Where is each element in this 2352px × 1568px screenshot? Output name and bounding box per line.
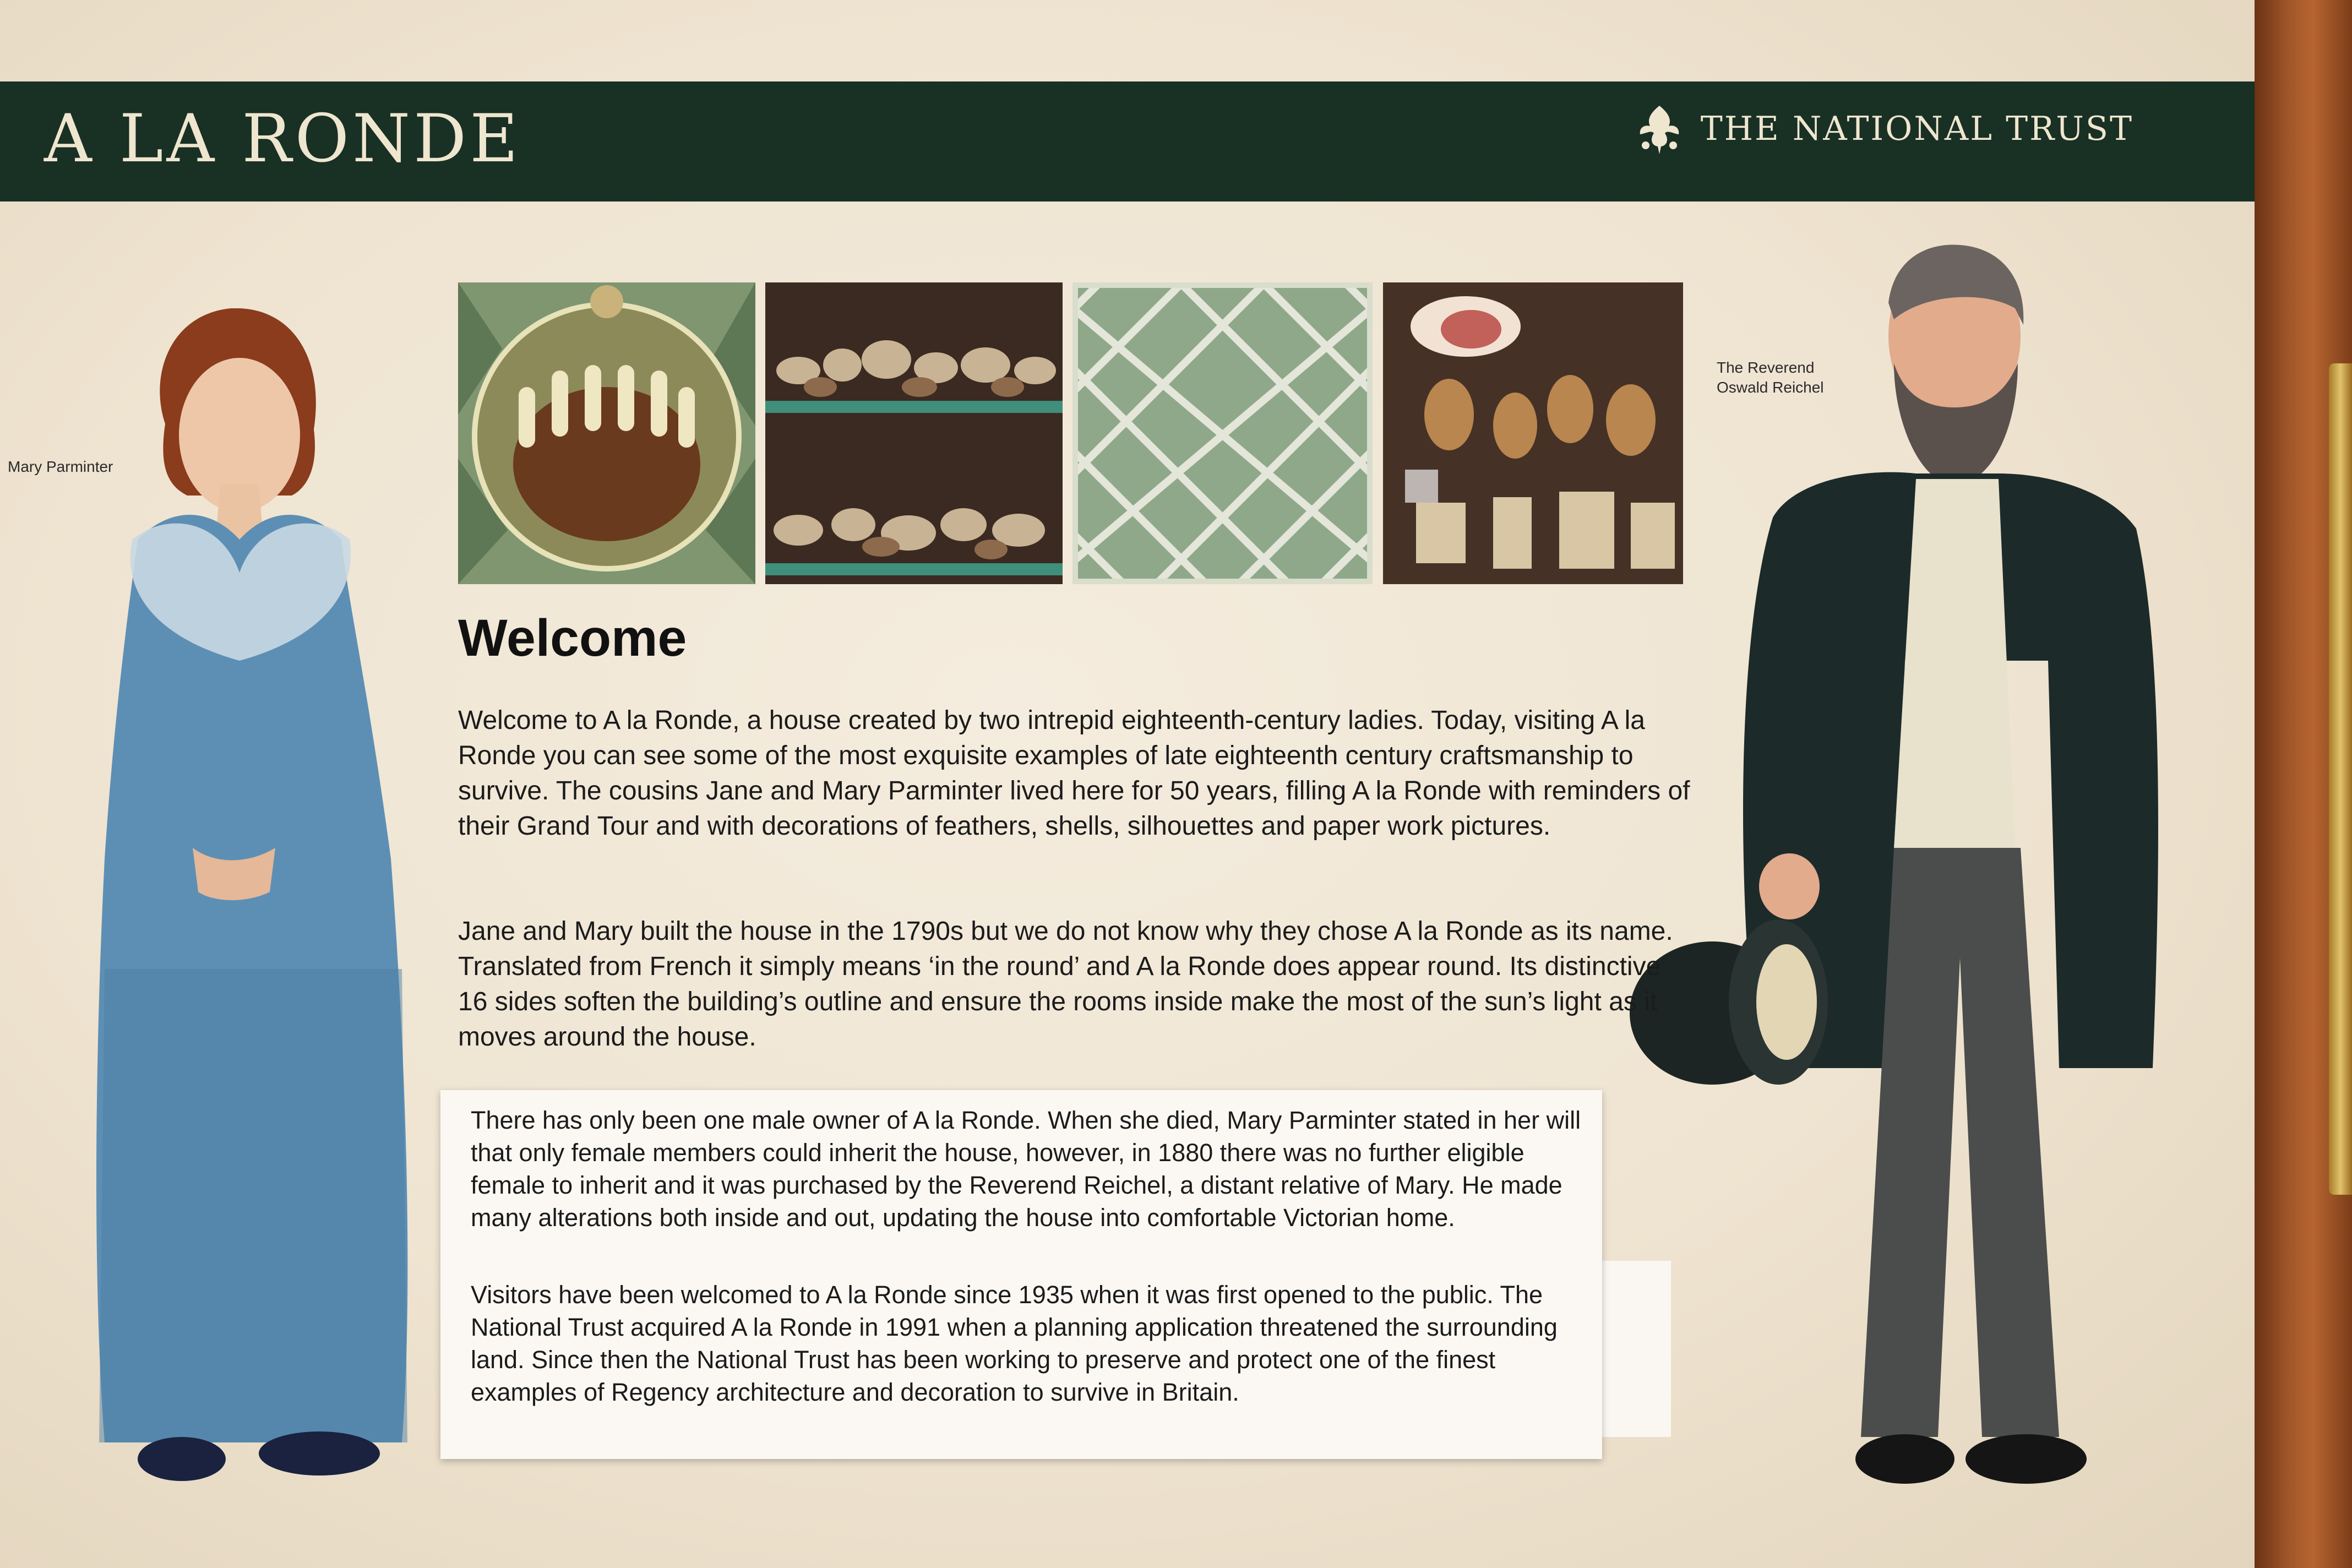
history-inset-panel [440,1090,1602,1459]
figure-label-mary: Mary Parminter [8,458,113,475]
reverend-reichel-illustration [1630,242,2180,1503]
shell-collection-photo [765,282,1063,584]
welcome-heading: Welcome [458,609,687,667]
visitors-paragraph: Visitors have been welcomed to A la Ronde since 1935 when it was first opened to the public. The National Trust acquired A la Ronde in 1991 when a planning application threatened the surrounding land. Since then the National Trust has been working to preserve and protect one of the finest examples of Regency architecture and decoration to survive in Britain. [471,1281,1558,1406]
inset-tab [1599,1261,1671,1437]
shell-cabinet-photo [1383,282,1683,584]
title-banner [0,81,2255,202]
national-trust-logo [1635,101,2133,156]
glass-sphere-photo [458,282,755,584]
figure-label-reichel: The Reverend Oswald Reichel [1717,359,1824,396]
mary-parminter-illustration [83,308,424,1492]
male-owner-paragraph: There has only been one male owner of A la Ronde. When she died, Mary Parminter stated in her will that only female members could inherit the house, however, in 1880 there was no further eligible female to inherit and it was purchased by the Reverend Reichel, a distant relative of Mary. He made many alterations both inside and out, updating the house into comfortable Victorian home. [471,1106,1581,1232]
intro-paragraph: Welcome to A la Ronde, a house created by two intrepid eighteenth-century ladies. Today, visiting A la Ronde you can see some of the most exquisite examples of late eighteenth century craftsmanship to survive. The cousins Jane and Mary Parminter lived here for 50 years, filling A la Ronde with reminders of their Grand Tour and with decorations of feathers, shells, silhouettes and paper work pictures. [458,706,1690,841]
brass-hinge [2329,363,2352,1195]
oak-leaf-icon [1635,101,1684,156]
banner-title: A LA RONDE [44,101,521,177]
house-name-paragraph: Jane and Mary built the house in the 1790s but we do not know why they chose A la Ronde as its name. Translated from French it simply means ‘in the round’ and A la Ronde does appear round. Its distinctive 16 sides soften the building’s outline and ensure the rooms inside make the most of the sun’s light as it moves around the house. [458,917,1673,1052]
lattice-window-photo [1072,282,1373,584]
wooden-door-frame [2255,0,2352,1568]
organization-name: THE NATIONAL TRUST [1700,110,2133,148]
